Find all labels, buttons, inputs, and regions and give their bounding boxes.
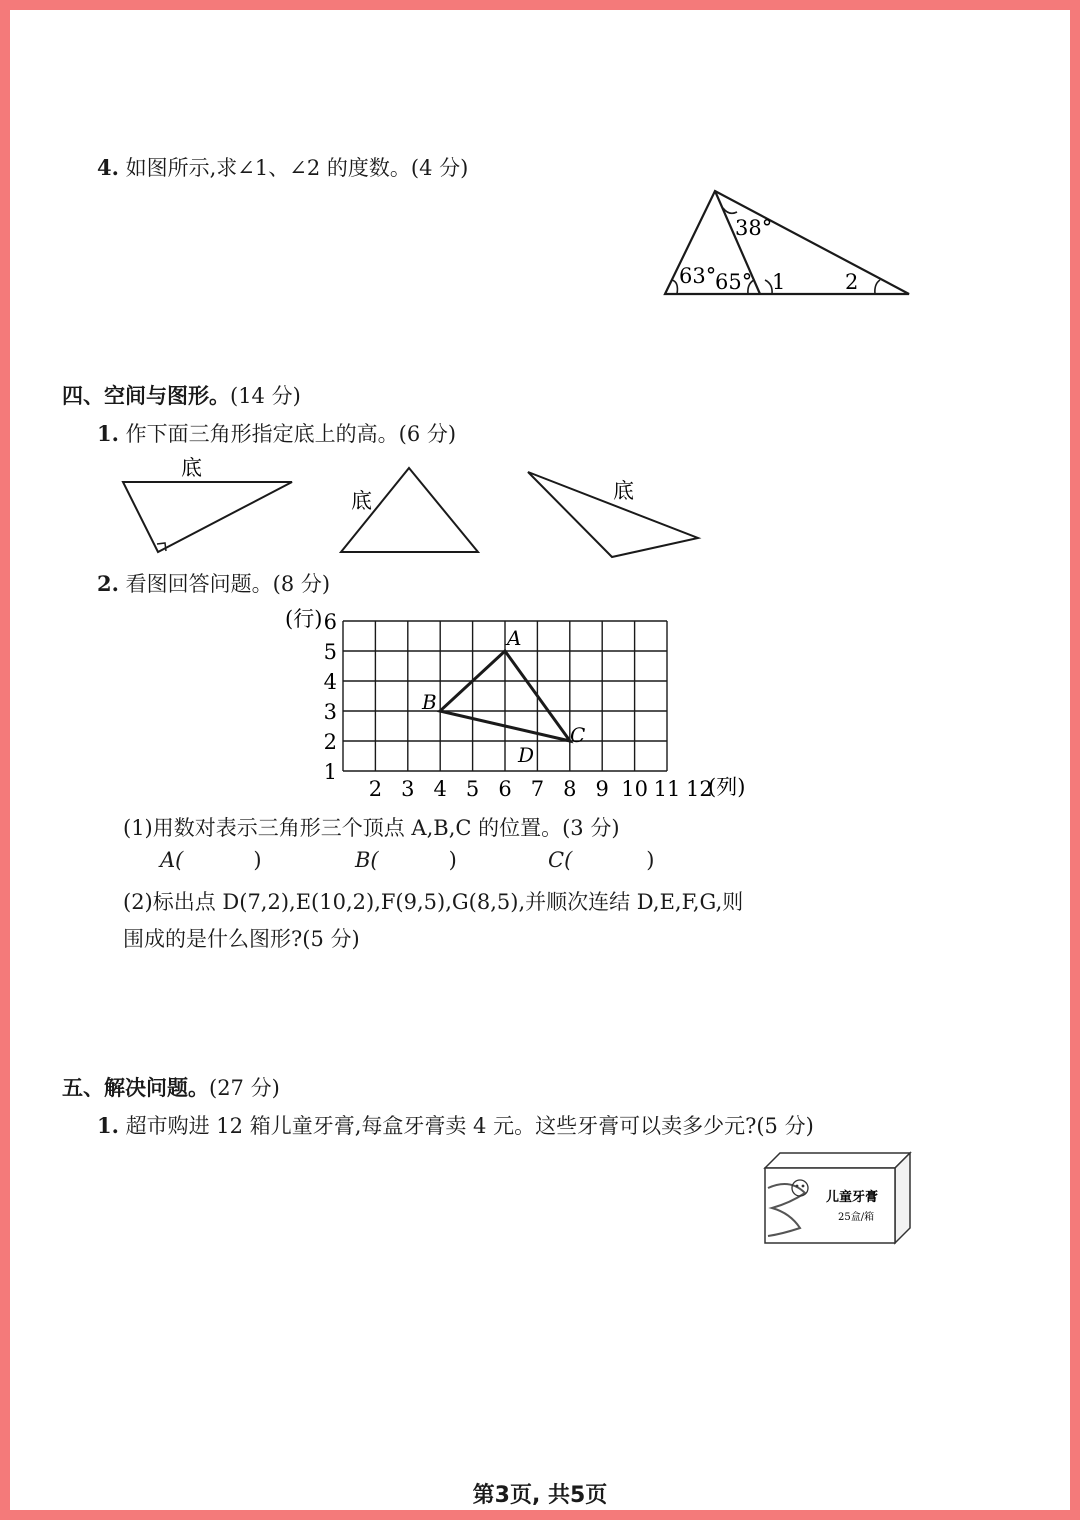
triangle-3-base-label: 底: [613, 479, 634, 503]
col-label: 2: [368, 777, 383, 801]
section-points: (14 分): [230, 384, 301, 408]
grid-lines: [343, 621, 667, 771]
sub-question-1: (1)用数对表示三角形三个顶点 A,B,C 的位置。(3 分): [123, 816, 620, 840]
col-axis-title: (列): [708, 775, 746, 799]
question-number: 1.: [97, 1113, 119, 1138]
section-4-question-2: [97, 568, 330, 598]
sub-question-2-line-2: 围成的是什么图形?(5 分): [123, 927, 360, 951]
angle-arc-63: [672, 280, 677, 294]
triangle-2-base-label: 底: [351, 489, 372, 513]
angle-triangle-figure: [655, 180, 925, 310]
col-label: 6: [498, 777, 512, 801]
angle-label-38: 38°: [735, 216, 773, 240]
col-label: 11: [653, 777, 681, 801]
row-label: 5: [323, 640, 337, 664]
section-points: (27 分): [209, 1076, 280, 1100]
section-4-heading: [62, 380, 301, 410]
question-text: 如图所示,求∠1、∠2 的度数。(4 分): [125, 156, 469, 180]
col-label: 8: [563, 777, 577, 801]
box-top: [765, 1153, 910, 1168]
section-title: 五、解决问题。: [62, 1075, 209, 1100]
question-text: 超市购进 12 箱儿童牙膏,每盒牙膏卖 4 元。这些牙膏可以卖多少元?(5 分): [125, 1114, 814, 1138]
row-label: 4: [323, 670, 337, 694]
col-label: 12: [686, 777, 713, 801]
answer-blank-c[interactable]: C( ): [548, 848, 655, 872]
row-label: 1: [323, 760, 337, 784]
toothpaste-box-illustration: [760, 1148, 915, 1248]
angle-label-1: 1: [772, 270, 786, 294]
row-labels: [324, 610, 337, 784]
answer-blank-b[interactable]: B( ): [355, 848, 457, 872]
question-number: 4.: [97, 155, 119, 180]
col-label: 5: [465, 777, 480, 801]
angle-arc-2: [875, 280, 880, 294]
row-label: 6: [323, 610, 337, 634]
box-title: 儿童牙膏: [826, 1190, 879, 1205]
point-d-label: D: [518, 743, 535, 767]
row-axis-title: (行): [285, 607, 323, 631]
point-b-label: B: [422, 690, 437, 714]
three-triangles-figure: [110, 450, 720, 565]
col-label: 3: [401, 777, 415, 801]
col-label: 4: [433, 777, 447, 801]
sub-question-2-line-1: (2)标出点 D(7,2),E(10,2),F(9,5),G(8,5),并顺次连结 D,E,F,G,则: [123, 890, 744, 914]
row-label: 3: [323, 700, 337, 724]
question-number: 2.: [97, 571, 119, 596]
col-label: 10: [621, 777, 648, 801]
col-label: 7: [530, 777, 545, 801]
section-5-heading: [62, 1072, 280, 1102]
col-labels: [369, 777, 713, 801]
row-label: 2: [323, 730, 337, 754]
page-footer: 第3页, 共5页: [472, 1483, 608, 1508]
point-a-label: A: [507, 626, 522, 650]
section-5-question-1: [97, 1110, 814, 1140]
triangle-1: [123, 482, 292, 552]
question-text: 看图回答问题。(8 分): [125, 572, 331, 596]
box-subtitle: 25盒/箱: [838, 1212, 875, 1223]
angle-label-63: 63°: [679, 264, 717, 288]
col-label: 9: [595, 777, 609, 801]
question-text: 作下面三角形指定底上的高。(6 分): [125, 422, 457, 446]
box-side: [895, 1153, 910, 1243]
coordinate-grid-figure: [270, 600, 760, 805]
angle-label-65: 65°: [715, 270, 753, 294]
answer-blank-a[interactable]: A( ): [160, 848, 262, 872]
question-number: 1.: [97, 421, 119, 446]
triangle-1-base-label: 底: [181, 456, 202, 480]
point-c-label: C: [570, 723, 586, 747]
angle-label-2: 2: [845, 270, 859, 294]
question-4: [97, 152, 468, 182]
section-4-question-1: [97, 418, 456, 448]
section-title: 四、空间与图形。: [62, 383, 230, 408]
